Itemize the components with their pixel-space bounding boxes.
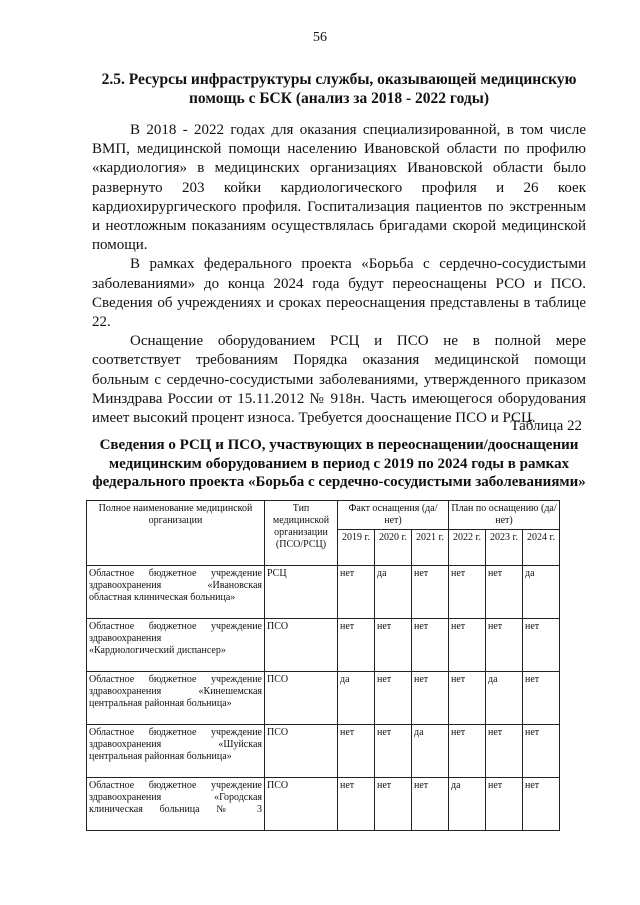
org-type-cell: ПСО bbox=[265, 619, 338, 672]
value-cell: да bbox=[486, 672, 523, 725]
header-year: 2023 г. bbox=[486, 530, 523, 566]
org-name-line: здравоохранения «Кинешемская bbox=[89, 686, 262, 697]
header-org-type: Тип медицинской организации (ПСО/РСЦ) bbox=[265, 501, 338, 566]
org-name-cell bbox=[87, 619, 265, 672]
org-name-line: центральная районная больница» bbox=[89, 698, 232, 709]
table-row bbox=[87, 672, 560, 725]
org-type-cell: ПСО bbox=[265, 725, 338, 778]
value-cell: нет bbox=[412, 778, 449, 831]
table-row bbox=[87, 619, 560, 672]
org-name-line: здравоохранения «Шуйская bbox=[89, 739, 262, 750]
value-cell: нет bbox=[412, 566, 449, 619]
org-name-line: здравоохранения «Городская bbox=[89, 792, 262, 803]
org-name-line: клиническая больница № 3 bbox=[89, 804, 262, 815]
section-title: 2.5. Ресурсы инфраструктуры службы, оказывающей медицинскую помощь с БСК (анализ за 2018 - 2022 годы) bbox=[101, 71, 577, 107]
value-cell: нет bbox=[449, 619, 486, 672]
value-cell: нет bbox=[338, 778, 375, 831]
header-year: 2022 г. bbox=[449, 530, 486, 566]
paragraph: В рамках федерального проекта «Борьба с сердечно-сосудистыми заболеваниями» до конца 2024 года будут переоснащены РСО и ПСО. Сведения об учреждениях и сроках переоснащения представлены в таблице 22. bbox=[92, 256, 586, 331]
org-name-line: областная клиническая больница» bbox=[89, 592, 236, 603]
value-cell: нет bbox=[523, 778, 560, 831]
org-name-line: «Кардиологический диспансер» bbox=[89, 645, 226, 656]
org-name-cell bbox=[87, 725, 265, 778]
value-cell: да bbox=[375, 566, 412, 619]
value-cell: нет bbox=[486, 778, 523, 831]
org-name-cell bbox=[87, 566, 265, 619]
value-cell: нет bbox=[412, 619, 449, 672]
paragraph: Оснащение оборудованием РСЦ и ПСО не в полной мере соответствует требованиям Порядка оказания медицинской помощи больным с сердечно-сосудистыми заболеваниями, утвержденного приказом Минздрава России от 15.11.2012 № 918н. Часть имеющегося оборудования имеет высокий процент износа. Требуется дооснащение ПСО и РСЦ. bbox=[92, 333, 586, 427]
table-title: Сведения о РСЦ и ПСО, участвующих в переоснащении/дооснащении медицинским оборудованием в период с 2019 по 2024 годы в рамках федерального проекта «Борьба с сердечно-сосудистыми заболеваниями» bbox=[92, 437, 586, 490]
equipment-table bbox=[86, 500, 560, 831]
value-cell: нет bbox=[375, 619, 412, 672]
header-year: 2020 г. bbox=[375, 530, 412, 566]
table-label: Таблица 22 bbox=[510, 418, 582, 434]
value-cell: да bbox=[412, 725, 449, 778]
value-cell: нет bbox=[338, 566, 375, 619]
org-name-line: здравоохранения bbox=[89, 633, 162, 644]
value-cell: нет bbox=[449, 672, 486, 725]
org-name-line: Областное бюджетное учреждение bbox=[89, 621, 262, 632]
value-cell: нет bbox=[375, 725, 412, 778]
org-name-line: центральная районная больница» bbox=[89, 751, 232, 762]
org-name-line: Областное бюджетное учреждение bbox=[89, 780, 262, 791]
table-row bbox=[87, 778, 560, 831]
value-cell: нет bbox=[338, 619, 375, 672]
header-year: 2019 г. bbox=[338, 530, 375, 566]
table-row bbox=[87, 566, 560, 619]
header-org-name: Полное наименование медицинской организации bbox=[87, 501, 265, 566]
value-cell: нет bbox=[338, 725, 375, 778]
value-cell: нет bbox=[486, 566, 523, 619]
org-type-cell: ПСО bbox=[265, 672, 338, 725]
org-name-cell bbox=[87, 778, 265, 831]
org-name-line: Областное бюджетное учреждение bbox=[89, 727, 262, 738]
paragraph: В 2018 - 2022 годах для оказания специализированной, в том числе ВМП, медицинской помощи населению Ивановской области по профилю «кардиология» в медицинских организациях Ивановской области было развернуто 203 койки кардиологического профиля и 26 коек кардиохирургического профиля. Госпитализация пациентов по экстренным и неотложным показаниям осуществлялась бригадами скорой медицинской помощи. bbox=[92, 122, 586, 254]
header-year: 2021 г. bbox=[412, 530, 449, 566]
value-cell: нет bbox=[412, 672, 449, 725]
value-cell: нет bbox=[486, 725, 523, 778]
value-cell: нет bbox=[449, 725, 486, 778]
org-name-line: Областное бюджетное учреждение bbox=[89, 674, 262, 685]
value-cell: нет bbox=[523, 619, 560, 672]
value-cell: нет bbox=[486, 619, 523, 672]
page-number: 56 bbox=[313, 30, 327, 45]
table-row bbox=[87, 725, 560, 778]
org-name-line: Областное бюджетное учреждение bbox=[89, 568, 262, 579]
value-cell: нет bbox=[375, 672, 412, 725]
body-text bbox=[92, 121, 586, 428]
header-plan-group: План по оснащению (да/нет) bbox=[449, 501, 560, 530]
org-type-cell: РСЦ bbox=[265, 566, 338, 619]
org-type-cell: ПСО bbox=[265, 778, 338, 831]
header-fact-group: Факт оснащения (да/нет) bbox=[338, 501, 449, 530]
value-cell: нет bbox=[523, 672, 560, 725]
header-year: 2024 г. bbox=[523, 530, 560, 566]
value-cell: да bbox=[338, 672, 375, 725]
value-cell: да bbox=[449, 778, 486, 831]
value-cell: нет bbox=[375, 778, 412, 831]
value-cell: нет bbox=[523, 725, 560, 778]
value-cell: нет bbox=[449, 566, 486, 619]
org-name-cell bbox=[87, 672, 265, 725]
org-name-line: здравоохранения «Ивановская bbox=[89, 580, 262, 591]
value-cell: да bbox=[523, 566, 560, 619]
